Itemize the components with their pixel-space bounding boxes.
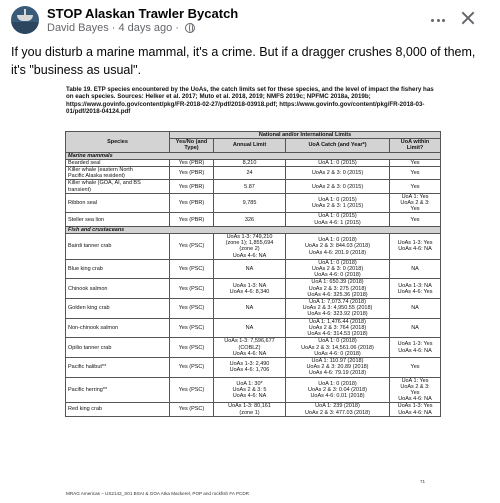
table-caption: Table 19. ETP species encountered by the UoAs, the catch limits set for these species, and the level of impact the fishery has on each species. Sources: Helker et al. 2017; Muto et al. 2018, 2019; NMFS 2019c; NPFMC 2018a, 2019b; https://www.govinfo.gov/content/pkg/FR-2018-02-27/pdf/2018-03918.pdf; https://www.govinfo.gov/content/pkg/FR-2018-03-01/pdf/2018-04124.pdf: [66, 86, 434, 116]
cell-line: UoAs 1-3: Yes: [397, 240, 433, 247]
cell-line: UoAs 2 & 3: 4,950.55 (2018): [302, 305, 373, 312]
cell-line: UoAs 4-6: 79.19 (2018): [308, 370, 367, 377]
catch-cell: [286, 159, 390, 166]
cell-line: UoA 1: 0 (2015): [318, 196, 357, 203]
cell-line: UoAs 4-6: 314.53 (2018): [307, 331, 368, 338]
cell-line: UoA 1: 650.39 (2018): [311, 279, 364, 286]
cell-line: UoA 1: Yes: [401, 193, 429, 200]
cell-line: Yes: [410, 216, 420, 223]
table-row: [66, 180, 441, 193]
type-cell: [170, 167, 214, 180]
cell-line: UoAs 2 & 3: 764 (2018): [308, 324, 367, 331]
cell-line: UoAs 4-6: NA: [232, 350, 267, 357]
cell-line: Yes: [410, 159, 420, 166]
cell-line: UoA 1: 0 (2018): [318, 380, 357, 387]
cell-line: NA: [411, 266, 419, 273]
species-cell: [66, 299, 170, 319]
header-uoa-catch: UoA Catch (and Year*): [286, 139, 390, 152]
table-row: [66, 377, 441, 403]
cell-line: UoA 1: 239 (2018): [315, 403, 360, 410]
cell-line: UoAs 4-6: NA: [398, 347, 432, 354]
cell-line: UoA 1: 7,073.74 (2018): [309, 299, 366, 306]
cell-line: Yes (PSC): [178, 386, 205, 393]
cell-line: UoAs 1-3: 2,490: [229, 361, 270, 367]
cell-line: Red king crab: [68, 406, 102, 413]
section-row: [66, 152, 441, 159]
cell-line: UoAs 2 & 3: 0 (2015): [311, 183, 364, 190]
section-row: [66, 226, 441, 233]
species-cell: [66, 193, 170, 213]
cell-line: Non-chinook salmon: [68, 324, 119, 331]
cell-line: UoA 1: 0 (2015): [318, 159, 357, 166]
cell-line: Yes (PSC): [178, 344, 205, 351]
limit-cell: [214, 167, 286, 180]
cell-line: UoAs 1-3: 80,161: [228, 403, 271, 410]
cell-line: UoA 1: 1,476.44 (2018): [309, 318, 366, 325]
header-within-limit: UoA within Limit?: [390, 139, 441, 152]
cell-line: UoAs 4-6: 1 (2015): [314, 219, 361, 226]
cell-line: UoAs 4-6: 0 (2018): [314, 350, 361, 357]
within-cell: [390, 279, 441, 299]
limit-cell: [214, 180, 286, 193]
table-row: [66, 279, 441, 299]
table-row: [66, 159, 441, 166]
cell-line: Yes (PBR): [178, 170, 205, 177]
within-cell: [390, 159, 441, 166]
within-cell: [390, 193, 441, 213]
cell-line: 24: [246, 170, 253, 177]
catch-cell: [286, 279, 390, 299]
cell-line: transient): [68, 186, 91, 193]
limit-cell: [214, 159, 286, 166]
cell-line: UoAs 4-6: NA: [398, 396, 432, 403]
catch-cell: [286, 299, 390, 319]
cell-line: Yes (PSC): [178, 305, 205, 312]
group-name[interactable]: STOP Alaskan Trawler Bycatch: [47, 6, 239, 21]
cell-line: UoAs 4-6: 325.36 (2018): [307, 291, 368, 298]
type-cell: [170, 259, 214, 279]
cell-line: UoA 1: 30*: [236, 380, 263, 387]
species-cell: [66, 377, 170, 403]
group-avatar[interactable]: [11, 6, 39, 34]
cell-line: Pacific Alaska resident): [68, 173, 125, 180]
species-cell: [66, 403, 170, 416]
cell-line: Yes (PSC): [178, 243, 205, 250]
cell-line: NA: [411, 305, 419, 312]
cell-line: Killer whale (GOA, AI, and BS: [68, 180, 141, 187]
table-row: [66, 338, 441, 358]
species-cell: [66, 213, 170, 226]
cell-line: UoAs 4-6: 201.9 (2018): [308, 249, 367, 256]
type-cell: [170, 234, 214, 260]
cell-line: Blue king crab: [68, 266, 103, 273]
post-time[interactable]: 4 days ago: [118, 22, 173, 34]
cell-line: UoAs 4-6: NA: [232, 252, 267, 259]
table-row: [66, 167, 441, 180]
cell-line: Yes (PBR): [178, 159, 205, 166]
cell-line: UoA 1: Yes: [401, 377, 429, 384]
cell-line: Yes (PBR): [178, 200, 205, 207]
catch-cell: [286, 180, 390, 193]
header-national-limits: National and/or International Limits: [170, 132, 441, 139]
catch-cell: [286, 234, 390, 260]
catch-cell: [286, 357, 390, 377]
limit-cell: [214, 234, 286, 260]
cell-line: Yes: [410, 364, 420, 371]
cell-line: 9,785: [242, 200, 257, 207]
within-cell: [390, 259, 441, 279]
post-meta: [47, 22, 195, 34]
cell-line: Pacific halibut**: [68, 364, 107, 371]
cell-line: UoAs 4-6: Yes: [397, 288, 433, 295]
cell-line: UoAs 2 & 3: 844.03 (2018): [304, 243, 371, 250]
cell-line: Killer whale (eastern North: [68, 167, 133, 174]
within-cell: [390, 234, 441, 260]
cell-line: UoAs 4-6: 8,340: [229, 288, 270, 295]
limit-cell: [214, 279, 286, 299]
table-row: [66, 193, 441, 213]
cell-line: UoAs 4-6: 0 (2018): [314, 272, 361, 279]
cell-line: UoAs 4-6: 1,706: [229, 367, 270, 374]
table-row: [66, 259, 441, 279]
cell-line: Yes (PSC): [178, 324, 205, 331]
limit-cell: [214, 318, 286, 338]
cell-line: Yes (PBR): [178, 216, 205, 223]
limit-cell: [214, 377, 286, 403]
cell-line: Yes (PBR): [178, 183, 205, 190]
type-cell: [170, 159, 214, 166]
cell-line: UoAs 2 & 3:: [400, 200, 430, 207]
cell-line: Steller sea lion: [68, 216, 105, 223]
type-cell: [170, 318, 214, 338]
within-cell: [390, 357, 441, 377]
within-cell: [390, 299, 441, 319]
close-icon[interactable]: [458, 8, 478, 28]
within-cell: [390, 403, 441, 416]
cell-line: UoA 1: 0 (2015): [318, 213, 357, 220]
cell-line: 5.87: [244, 183, 255, 190]
table-row: [66, 213, 441, 226]
cell-line: UoA 1: 0 (2018): [318, 237, 357, 244]
cell-line: UoAs 2 & 3:: [400, 383, 430, 390]
cell-line: (zone 1): [239, 409, 260, 416]
cell-line: Bearded seal: [68, 159, 101, 166]
cell-line: UoA 1: 110.97 (2018): [311, 357, 364, 364]
species-cell: [66, 357, 170, 377]
cell-line: UoAs 2 & 3: 5: [232, 386, 267, 393]
within-cell: [390, 377, 441, 403]
type-cell: [170, 180, 214, 193]
section-title: Fish and crustaceans: [66, 226, 441, 233]
table-row: [66, 299, 441, 319]
catch-cell: [286, 167, 390, 180]
type-cell: [170, 193, 214, 213]
table-row: [66, 403, 441, 416]
species-cell: [66, 159, 170, 166]
type-cell: [170, 279, 214, 299]
type-cell: [170, 377, 214, 403]
globe-icon: [185, 23, 195, 33]
meta-separator-2: ·: [175, 22, 179, 34]
cell-line: Pacific herring**: [68, 386, 108, 393]
within-cell: [390, 167, 441, 180]
cell-line: UoA 1: 0 (2018): [318, 338, 357, 345]
cell-line: UoAs 4-6: 0.01 (2018): [310, 393, 365, 400]
more-options-icon[interactable]: [428, 10, 448, 30]
cell-line: UoAs 2 & 3: 0.04 (2018): [307, 386, 367, 393]
cell-line: Yes: [410, 206, 420, 213]
cell-line: NA: [245, 266, 254, 273]
catch-cell: [286, 403, 390, 416]
cell-line: 8,210: [242, 159, 257, 166]
cell-line: UoAs 1-3: 7,596,677: [224, 338, 275, 345]
cell-line: UoAs 4-6: NA: [398, 246, 432, 253]
cell-line: UoAs 2 & 3: 1 (2015): [311, 203, 364, 210]
header-species: Species: [66, 132, 170, 153]
species-cell: [66, 259, 170, 279]
cell-line: Yes (PSC): [178, 364, 205, 371]
cell-line: 326: [244, 216, 255, 223]
cell-line: UoAs 4-6: NA: [398, 409, 432, 416]
limit-cell: [214, 299, 286, 319]
limit-cell: [214, 357, 286, 377]
cell-line: UoAs 1-3: 749,210: [226, 234, 273, 241]
cell-line: UoAs 4-6: NA: [232, 393, 267, 400]
table-row: [66, 234, 441, 260]
type-cell: [170, 213, 214, 226]
cell-line: Yes (PSC): [178, 406, 205, 413]
catch-cell: [286, 213, 390, 226]
cell-line: UoAs 2 & 3: 477.03 (2018): [304, 409, 371, 416]
within-cell: [390, 180, 441, 193]
meta-separator: ·: [111, 22, 116, 34]
document-image[interactable]: [60, 86, 445, 503]
cell-line: Chinook salmon: [68, 285, 108, 292]
within-cell: [390, 318, 441, 338]
table-row: [66, 357, 441, 377]
cell-line: UoAs 2 & 3: 14,561.06 (2018): [301, 344, 374, 351]
cell-line: UoAs 2 & 3: 0 (2018): [311, 266, 364, 273]
cell-line: NA: [411, 324, 419, 331]
type-cell: [170, 299, 214, 319]
catch-cell: [286, 193, 390, 213]
limit-cell: [214, 403, 286, 416]
cell-line: Yes: [410, 170, 420, 177]
catch-cell: [286, 377, 390, 403]
catch-cell: [286, 259, 390, 279]
cell-line: UoAs 2 & 3: 20.89 (2018): [306, 364, 369, 371]
limit-cell: [214, 259, 286, 279]
section-title: Marine mammals: [66, 152, 441, 159]
within-cell: [390, 338, 441, 358]
cell-line: (zone 2): [239, 246, 260, 253]
post-body: If you disturb a marine mammal, it's a crime. But if a dragger crushes 8,000 of them, it's "business as usual".: [11, 45, 476, 77]
cell-line: UoAs 2 & 3: 0 (2015): [311, 170, 364, 177]
cell-line: UoAs 1-3: NA: [398, 282, 432, 289]
cell-line: NA: [245, 305, 254, 312]
limit-cell: [214, 213, 286, 226]
cell-line: UoAs 1-3: Yes: [397, 341, 433, 348]
header-yes-no: Yes/No (and Type): [170, 139, 214, 152]
cell-line: Ribbon seal: [68, 200, 98, 207]
cell-line: Opilio tanner crab: [68, 344, 112, 351]
catch-cell: [286, 318, 390, 338]
species-cell: [66, 167, 170, 180]
species-cell: [66, 338, 170, 358]
page-number: 71: [420, 479, 426, 484]
type-cell: [170, 357, 214, 377]
limit-cell: [214, 193, 286, 213]
type-cell: [170, 338, 214, 358]
limit-cell: [214, 338, 286, 358]
cell-line: UoAs 1-3: Yes: [397, 403, 433, 410]
species-cell: [66, 180, 170, 193]
cell-line: (zone 1); 1,855,694: [225, 240, 274, 247]
cell-line: Yes: [410, 183, 420, 190]
table-row: [66, 318, 441, 338]
within-cell: [390, 213, 441, 226]
cell-line: Golden king crab: [68, 305, 110, 312]
species-cell: [66, 279, 170, 299]
cell-line: Yes (PSC): [178, 285, 205, 292]
cell-line: Yes: [410, 389, 420, 396]
cell-line: Yes (PSC): [178, 266, 205, 273]
cell-line: UoAs 4-6: 323.92 (2018): [307, 311, 368, 318]
cell-line: UoAs 2 & 3: 275 (2018): [308, 285, 367, 292]
cell-line: Bairdi tanner crab: [68, 243, 112, 250]
post-header: [0, 0, 500, 40]
catch-cell: [286, 338, 390, 358]
type-cell: [170, 403, 214, 416]
avatar-boat-icon: [17, 15, 33, 21]
avatar-sea: [11, 22, 39, 34]
document-footer: MRAG Americas – US2142_S01 BSAI & GOA Atka Mackerel, POP and rockfish FA PCDR: [66, 491, 249, 496]
species-cell: [66, 318, 170, 338]
author-name[interactable]: David Bayes: [47, 22, 109, 34]
species-cell: [66, 234, 170, 260]
cell-line: UoAs 1-3: NA: [232, 282, 267, 289]
header-annual-limit: Annual Limit: [214, 139, 286, 152]
cell-line: (COBLZ): [238, 344, 261, 351]
etp-table: [65, 131, 441, 417]
cell-line: UoA 1: 0 (2018): [318, 259, 357, 266]
cell-line: NA: [245, 324, 254, 331]
